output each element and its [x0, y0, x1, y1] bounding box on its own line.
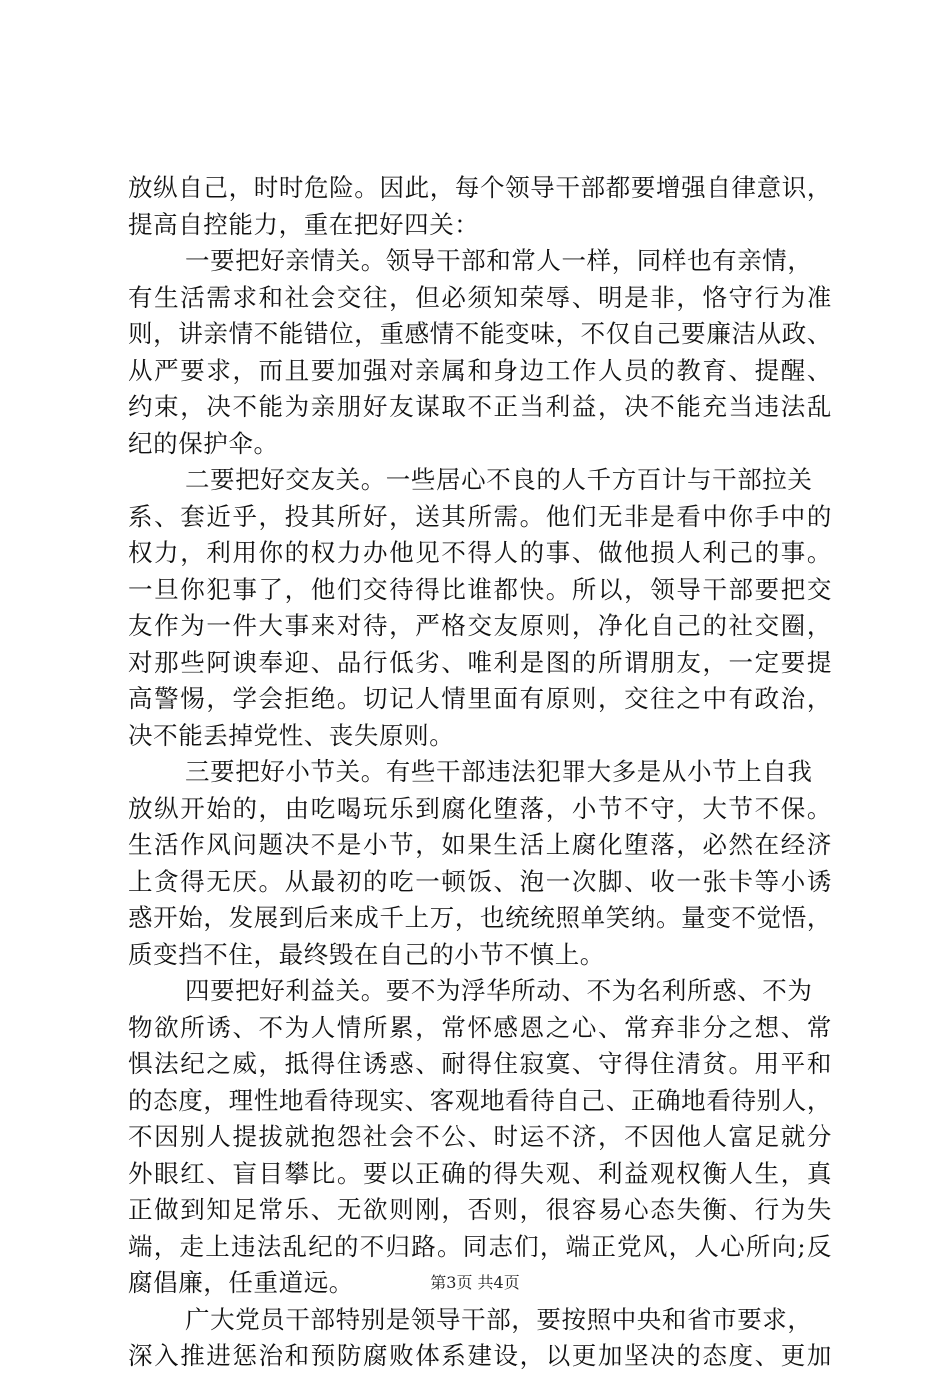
- text-line: 正做到知足常乐、无欲则刚，否则，很容易心态失衡、行为失: [128, 1195, 832, 1224]
- text-line: 对那些阿谀奉迎、品行低劣、唯利是图的所谓朋友，一定要提: [128, 647, 832, 677]
- text-line: 惧法纪之威，抵得住诱惑、耐得住寂寞、守得住清贫。用平和: [128, 1049, 832, 1078]
- text-line: 则，讲亲情不能错位，重感情不能变味，不仅自己要廉洁从政、: [128, 319, 832, 348]
- document-body: [128, 170, 832, 1375]
- page-footer: [0, 1270, 950, 1293]
- text-line: 友作为一件大事来对待，严格交友原则，净化自己的社交圈，: [128, 611, 832, 640]
- text-line: 上贪得无厌。从最初的吃一顿饭、泡一次脚、收一张卡等小诱: [128, 866, 832, 896]
- text-line: 三要把好小节关。有些干部违法犯罪大多是从小节上自我: [185, 757, 813, 786]
- text-line: 决不能丢掉党性、丧失原则。: [128, 720, 455, 750]
- text-line: 腐倡廉，任重道远。: [128, 1268, 354, 1297]
- page-number: 第3页 共4页: [430, 1273, 520, 1292]
- text-line: 外眼红、盲目攀比。要以正确的得失观、利益观权衡人生，真: [128, 1158, 832, 1188]
- text-line: 高警惕，学会拒绝。切记人情里面有原则，交往之中有政治，: [128, 684, 832, 713]
- text-line: 提高自控能力，重在把好四关：: [128, 209, 480, 239]
- text-line: 有生活需求和社会交往，但必须知荣辱、明是非，恪守行为准: [128, 282, 832, 312]
- text-line: 不因别人提拔就抱怨社会不公、时运不济，不因他人富足就分: [128, 1122, 832, 1151]
- text-line: 广大党员干部特别是领导干部，要按照中央和省市要求，: [185, 1304, 813, 1334]
- text-line: 物欲所诱、不为人情所累，常怀感恩之心、常弃非分之想、常: [128, 1012, 832, 1042]
- text-line: 从严要求，而且要加强对亲属和身边工作人员的教育、提醒、: [128, 355, 832, 385]
- text-line: 一旦你犯事了，他们交待得比谁都快。所以，领导干部要把交: [128, 574, 832, 604]
- text-line: 约束，决不能为亲朋好友谋取不正当利益，决不能充当违法乱: [128, 392, 832, 421]
- text-line: 放纵自己，时时危险。因此，每个领导干部都要增强自律意识，: [128, 173, 832, 202]
- text-line: 放纵开始的，由吃喝玩乐到腐化堕落，小节不守，大节不保。: [128, 793, 832, 823]
- text-line: 的态度，理性地看待现实、客观地看待自己、正确地看待别人，: [128, 1085, 832, 1115]
- text-line: 生活作风问题决不是小节，如果生活上腐化堕落，必然在经济: [128, 830, 832, 859]
- text-line: 一要把好亲情关。领导干部和常人一样，同样也有亲情，: [185, 246, 813, 275]
- text-line: 纪的保护伞。: [128, 428, 279, 458]
- text-line: 质变挡不住，最终毁在自己的小节不慎上。: [128, 939, 605, 969]
- text-line: 系、套近乎，投其所好，送其所需。他们无非是看中你手中的: [128, 501, 832, 531]
- text-line: 四要把好利益关。要不为浮华所动、不为名利所惑、不为: [185, 976, 813, 1005]
- text-line: 深入推进惩治和预防腐败体系建设，以更加坚决的态度、更加: [128, 1341, 832, 1370]
- text-line: 权力，利用你的权力办他见不得人的事、做他损人利己的事。: [128, 538, 832, 567]
- text-line: 端，走上违法乱纪的不归路。同志们，端正党风，人心所向;反: [128, 1231, 832, 1261]
- text-line: 惑开始，发展到后来成千上万，也统统照单笑纳。量变不觉悟，: [128, 903, 832, 932]
- text-line: 二要把好交友关。一些居心不良的人千方百计与干部拉关: [185, 465, 813, 494]
